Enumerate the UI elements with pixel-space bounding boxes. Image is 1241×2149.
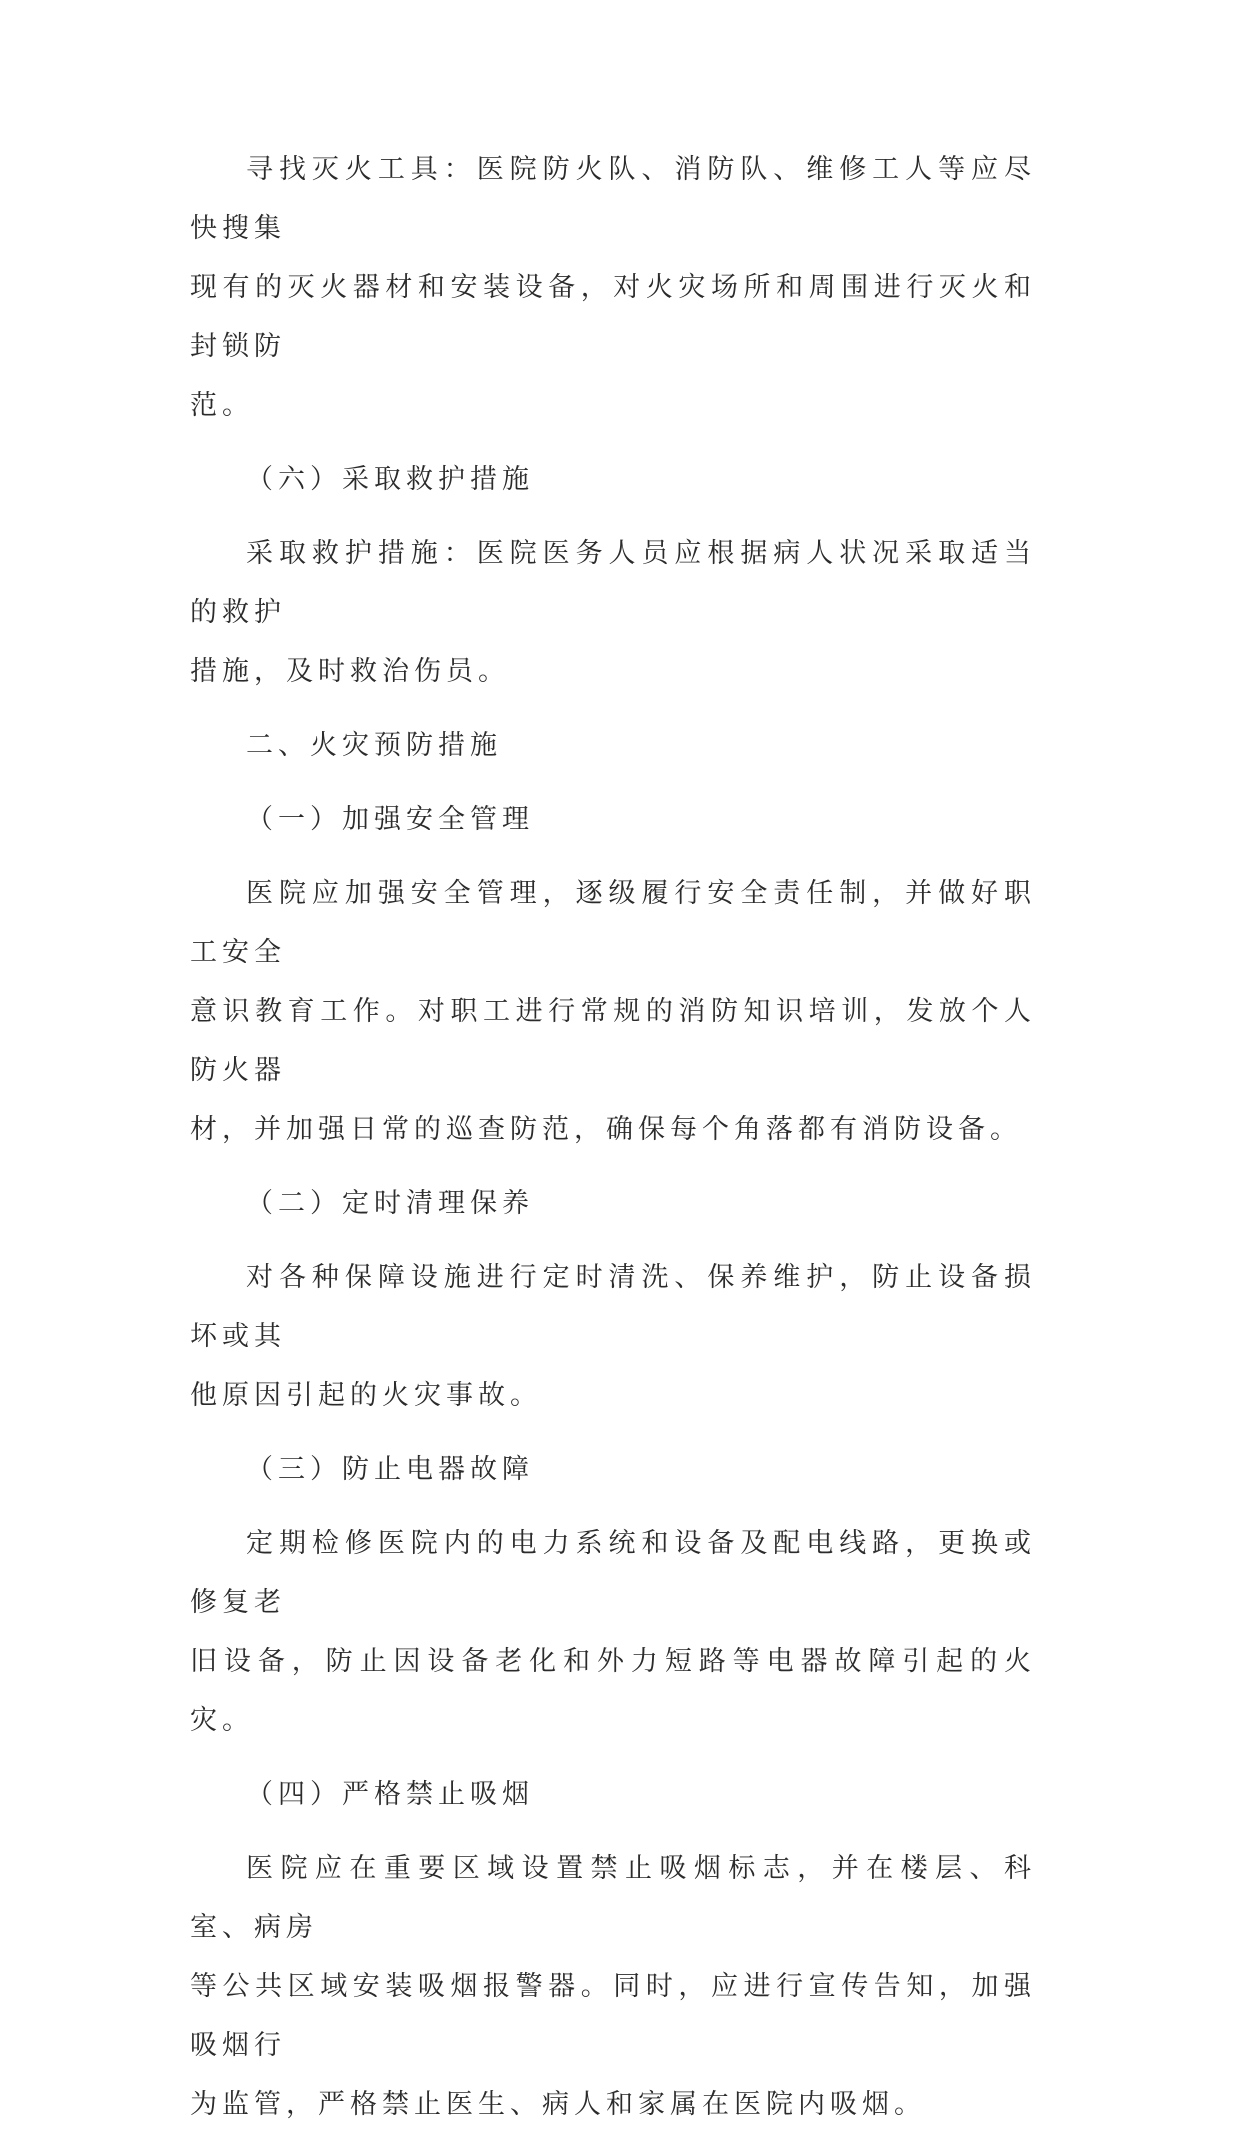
heading-safety-management: （一）加强安全管理	[246, 804, 534, 835]
paragraph-find-fire-tools: 寻找灭火工具：医院防火队、消防队、维修工人等应尽快搜集 现有的灭火器材和安装设备，对火灾场所和周围进行灭火和封锁防 范。	[190, 154, 1036, 421]
section-title-fire-prevention: 二、火灾预防措施	[246, 730, 502, 761]
heading-regular-maintenance: （二）定时清理保养	[246, 1188, 534, 1219]
paragraph-rescue-measures: 采取救护措施：医院医务人员应根据病人状况采取适当的救护 措施，及时救治伤员。	[190, 538, 1036, 687]
heading-rescue-measures: （六）采取救护措施	[246, 464, 534, 495]
heading-no-smoking: （四）严格禁止吸烟	[246, 1779, 534, 1810]
document-body	[190, 140, 1036, 2149]
paragraph-electrical-faults: 定期检修医院内的电力系统和设备及配电线路，更换或修复老 旧设备，防止因设备老化和外力短路等电器故障引起的火灾。	[190, 1528, 1036, 1736]
paragraph-no-smoking: 医院应在重要区域设置禁止吸烟标志，并在楼层、科室、病房 等公共区域安装吸烟报警器。同时，应进行宣传告知，加强吸烟行 为监管，严格禁止医生、病人和家属在医院内吸烟。	[190, 1853, 1036, 2120]
paragraph-regular-maintenance: 对各种保障设施进行定时清洗、保养维护，防止设备损坏或其 他原因引起的火灾事故。	[190, 1262, 1036, 1411]
paragraph-safety-management: 医院应加强安全管理，逐级履行安全责任制，并做好职工安全 意识教育工作。对职工进行常规的消防知识培训，发放个人防火器 材，并加强日常的巡查防范，确保每个角落都有消防设备。	[190, 878, 1036, 1145]
heading-electrical-faults: （三）防止电器故障	[246, 1454, 534, 1485]
